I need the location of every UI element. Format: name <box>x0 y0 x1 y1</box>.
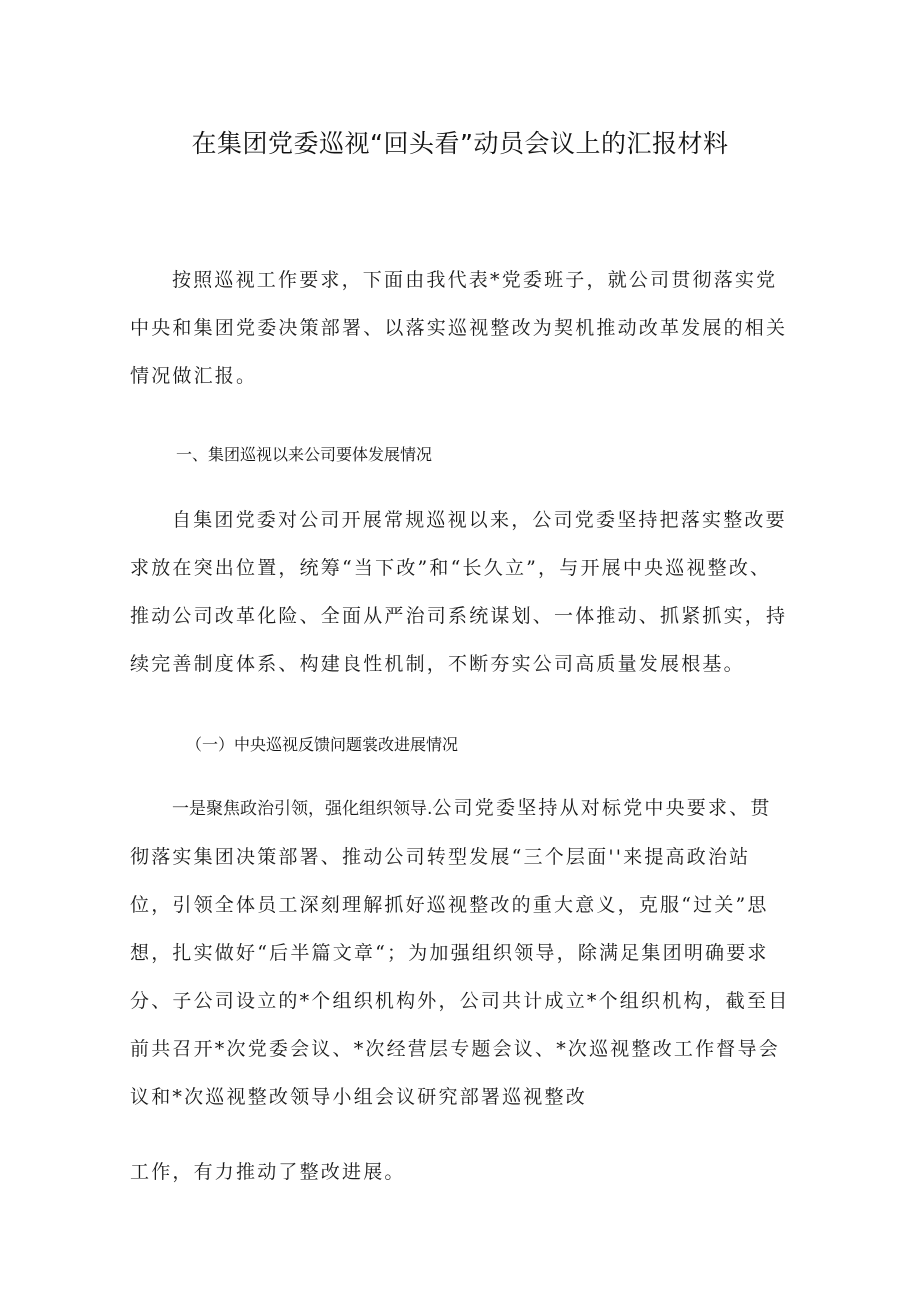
subsection-heading: （一）中央巡视反馈问题裳改进展情况 <box>186 735 459 754</box>
section-heading: 一、集团巡视以来公司要体发展情况 <box>176 445 433 464</box>
intro-paragraph: 按照巡视工作要求，下面由我代表*党委班子，就公司贯彻落实党中央和集团党委决策部署、以落实巡视整改为契机推动改革发展的相关情况做汇报。 <box>130 269 788 387</box>
section-paragraph: 自集团党委对公司开展常规巡视以来，公司党委坚持把落实整改要求放在突出位置，统筹“当下改”和“长久立”，与开展中央巡视整改、推动公司改革化险、全面从严治司系统谋划、一体推动、抓紧抓实，持续完善制度体系、构建良性机制，不断夯实公司高质量发展根基。 <box>130 509 788 675</box>
continuation-paragraph: 工作，有力推动了整改进展。 <box>130 1161 406 1183</box>
point-body: 公司党委坚持从对标党中央要求、贯彻落实集团决策部署、推动公司转型发展“三个层面''来提高政治站位，引领全体员工深刻理解抓好巡视整改的重大意义，克服“过关”思想，扎实做好“后半篇文章“；为加强组织领导，除满足集团明确要求分、子公司设立的*个组织机构外，公司共计成立*个组织机构，截至目前共召开*次党委会议、*次经营层专题会议、*次巡视整改工作督导会议和*次巡视整改领导小组会议研究部署巡视整改 <box>130 797 790 1108</box>
document-title: 在集团党委巡视“回头看”动员会议上的汇报材料 <box>191 129 729 158</box>
point-paragraph <box>130 784 790 1121</box>
point-lead: 一是聚焦政治引领，强化组织领导. <box>172 799 433 819</box>
